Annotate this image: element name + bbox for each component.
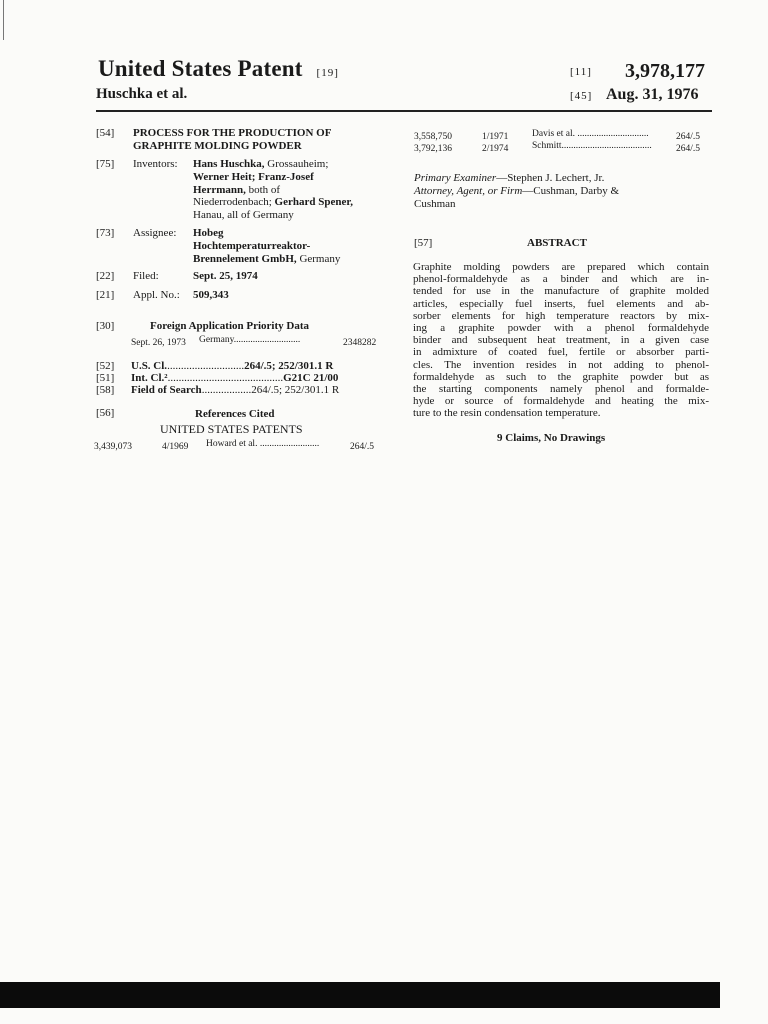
reference-date: 2/1974 bbox=[482, 144, 509, 154]
title-field-code: [54] bbox=[96, 127, 115, 139]
primary-examiner-label: Primary Examiner bbox=[414, 172, 497, 184]
abstract-line: hyde or source of formaldehyde and heating the mix- bbox=[413, 395, 709, 408]
class-int-value: G21C 21/00 bbox=[283, 372, 339, 384]
inventors-list bbox=[193, 158, 353, 222]
patent-number-code: [11] bbox=[570, 66, 592, 78]
leader-dots: ............................ bbox=[167, 360, 245, 372]
reference-date: 4/1969 bbox=[162, 442, 189, 452]
assignee-line: Brennelement GmbH, Germany bbox=[193, 252, 341, 265]
abstract-line: in admixture of coated fuel, fertile or absorber parti- bbox=[413, 346, 709, 359]
attorney-label: Attorney, Agent, or Firm bbox=[414, 185, 523, 197]
reference-name: Schmitt...................................... bbox=[532, 141, 652, 151]
refs-heading: References Cited bbox=[195, 408, 275, 420]
abstract-body bbox=[413, 261, 709, 420]
assignee-line: Hobeg bbox=[193, 227, 224, 239]
reference-number: 3,558,750 bbox=[414, 132, 452, 142]
priority-heading: Foreign Application Priority Data bbox=[150, 320, 309, 332]
document-title: United States Patent [19] bbox=[98, 56, 339, 81]
primary-examiner-value: —Stephen J. Lechert, Jr. bbox=[496, 172, 605, 184]
abstract-line: Graphite molding powders are prepared which contain bbox=[413, 261, 709, 273]
class-us-row bbox=[131, 360, 333, 372]
inventor-line: Niederrodenbach; Gerhard Spener, bbox=[193, 196, 353, 209]
invention-title-line: GRAPHITE MOLDING POWDER bbox=[133, 139, 302, 152]
class-us-value: 264/.5; 252/301.1 R bbox=[244, 360, 334, 372]
refs-subheading: UNITED STATES PATENTS bbox=[160, 422, 303, 436]
class-us-code: [52] bbox=[96, 360, 115, 372]
abstract-line: phenol-formaldehyde as a binder and which are in- bbox=[413, 273, 709, 286]
primary-examiner bbox=[414, 172, 604, 185]
priority-date: Sept. 26, 1973 bbox=[131, 338, 186, 348]
assignee-code: [73] bbox=[96, 227, 115, 239]
appl-label: Appl. No.: bbox=[133, 289, 180, 301]
abstract-line: binder and subsequent heat treatment, in a given case bbox=[413, 334, 709, 347]
invention-title-line: PROCESS FOR THE PRODUCTION OF bbox=[133, 127, 332, 139]
class-field-value: 264/.5; 252/301.1 R bbox=[251, 384, 340, 396]
abstract-code: [57] bbox=[414, 237, 433, 249]
filed-value: Sept. 25, 1974 bbox=[193, 270, 258, 282]
abstract-line: ing a graphite powder with a phenol formaldehyde bbox=[413, 322, 709, 335]
title-code: [19] bbox=[316, 67, 339, 79]
reference-date: 1/1971 bbox=[482, 132, 509, 142]
reference-class: 264/.5 bbox=[676, 144, 701, 154]
patent-date-code: [45] bbox=[570, 90, 593, 102]
abstract-line: ture to the resin condensation temperature. bbox=[413, 407, 601, 420]
class-int-code: [51] bbox=[96, 372, 115, 384]
scan-bottom-bar bbox=[0, 982, 720, 1008]
inventors-code: [75] bbox=[96, 158, 115, 170]
leader-dots: .......................................... bbox=[167, 372, 284, 384]
attorney-value: —Cushman, Darby & bbox=[522, 185, 620, 197]
patent-number: 3,978,177 bbox=[625, 60, 705, 82]
appl-value: 509,343 bbox=[193, 289, 229, 301]
class-int-label: Int. Cl.² bbox=[131, 372, 168, 384]
inventor-line: Werner Heit; Franz-Josef bbox=[193, 170, 314, 183]
priority-row bbox=[131, 335, 376, 348]
inventors-label: Inventors: bbox=[133, 158, 178, 170]
invention-title bbox=[133, 127, 331, 153]
assignee-label: Assignee: bbox=[133, 227, 177, 239]
class-field-label: Field of Search bbox=[131, 384, 202, 396]
class-us-label: U.S. Cl. bbox=[131, 360, 168, 372]
reference-number: 3,439,073 bbox=[94, 442, 132, 452]
header-rule bbox=[96, 110, 712, 112]
reference-class: 264/.5 bbox=[350, 442, 375, 452]
priority-country: Germany............................ bbox=[199, 335, 301, 345]
class-field-row bbox=[131, 384, 339, 396]
abstract-line: formaldehyde as such to the graphite powder but as bbox=[413, 370, 709, 383]
abstract-heading: ABSTRACT bbox=[527, 237, 587, 249]
filed-code: [22] bbox=[96, 270, 115, 282]
inventor-line: Hans Huschka, Grossauheim; bbox=[193, 158, 329, 170]
inventor-line: Herrmann, both of bbox=[193, 183, 281, 196]
authors: Huschka et al. bbox=[96, 86, 188, 102]
abstract-line: articles, especially fuel inserts, fuel elements and ab- bbox=[413, 297, 709, 310]
reference-name: Davis et al. .............................. bbox=[532, 129, 649, 139]
abstract-line: the starting components namely phenol and formalde- bbox=[413, 383, 709, 396]
reference-class: 264/.5 bbox=[676, 132, 701, 142]
abstract-line: sorber elements for high temperature reactors by mix- bbox=[413, 309, 709, 322]
class-field-code: [58] bbox=[96, 384, 115, 396]
scan-edge-mark bbox=[3, 0, 4, 40]
class-int-row bbox=[131, 372, 338, 384]
priority-number: 2348282 bbox=[343, 338, 377, 348]
attorney-value-cont: Cushman bbox=[414, 197, 456, 210]
filed-label: Filed: bbox=[133, 270, 159, 282]
priority-code: [30] bbox=[96, 320, 115, 332]
reference-name: Howard et al. ......................... bbox=[206, 439, 320, 449]
leader-dots: .................. bbox=[201, 384, 252, 396]
assignee-list bbox=[193, 227, 340, 265]
abstract-line: cles. The invention resides in not adding to phenol- bbox=[413, 358, 709, 371]
assignee-line: Hochtemperaturreaktor- bbox=[193, 239, 311, 252]
abstract-line: tended for use in the manufacture of graphite molded bbox=[413, 285, 709, 298]
inventor-line: Hanau, all of Germany bbox=[193, 209, 294, 222]
refs-code: [56] bbox=[96, 407, 115, 419]
patent-date: Aug. 31, 1976 bbox=[606, 86, 699, 103]
claims-summary: 9 Claims, No Drawings bbox=[497, 432, 606, 444]
appl-code: [21] bbox=[96, 289, 115, 301]
reference-row bbox=[414, 141, 700, 154]
attorney bbox=[414, 185, 619, 211]
reference-number: 3,792,136 bbox=[414, 144, 452, 154]
reference-row bbox=[94, 439, 374, 452]
